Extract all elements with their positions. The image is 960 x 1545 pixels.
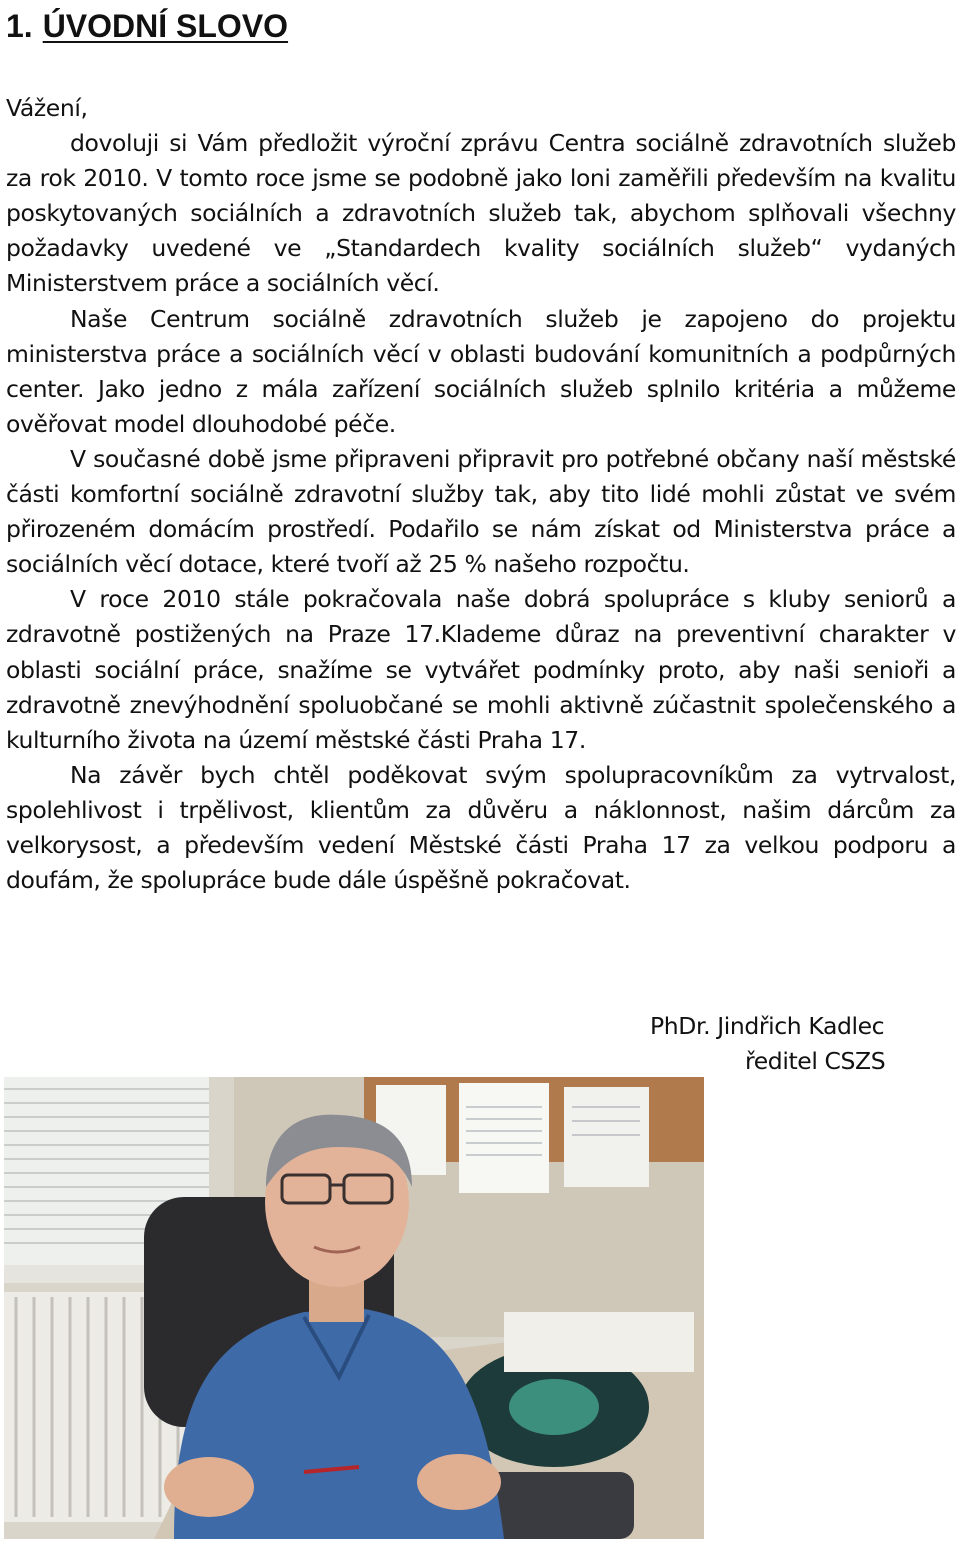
paragraph-5: Na závěr bych chtěl poděkovat svým spolupracovníkům za vytrvalost, spolehlivost i trpělivost, klientům za důvěru a náklonnost, našim dárcům za velkorysost, a především vedení Městské části Praha 17 za velkou podporu a doufám, že spolupráce bude dále úspěšně pokračovat.	[6, 760, 956, 895]
letter-body	[6, 91, 956, 898]
paragraph-4: V roce 2010 stále pokračovala naše dobrá spolupráce s kluby seniorů a zdravotně postižených na Praze 17.Klademe důraz na preventivní charakter v oblasti sociální práce, snažíme se vytvářet podmínky proto, aby naši senioři a zdravotně znevýhodnění spoluobčané se mohli aktivně zúčastnit společenského a kulturního života na území městské části Praha 17.	[6, 585, 956, 754]
section-number: 1.	[6, 8, 33, 44]
signature-name: PhDr. Jindřich Kadlec	[650, 1012, 885, 1040]
paragraph-1: dovoluji si Vám předložit výroční zprávu Centra sociálně zdravotních služeb za rok 2010. V tomto roce jsme se podobně jako loni zaměřili především na kvalitu poskytovaných sociálních a zdravotních služeb tak, abychom splňovali všechny požadavky uvedené ve „Standardech kvality sociálních služeb“ vydaných Ministerstvem práce a sociálních věcí.	[6, 129, 956, 298]
portrait-photo	[4, 1077, 704, 1539]
signature-role: ředitel CSZS	[745, 1047, 886, 1075]
paragraph-2: Naše Centrum sociálně zdravotních služeb je zapojeno do projektu ministerstva práce a sociálních věcí v oblasti budování komunitních a podpůrných center. Jako jedno z mála zařízení sociálních služeb splnilo kritéria a můžeme ověřovat model dlouhodobé péče.	[6, 304, 956, 438]
section-heading	[6, 4, 288, 48]
salutation: Vážení,	[6, 94, 88, 122]
paragraph-3: V současné době jsme připraveni připravit pro potřebné občany naší městské části komfortní sociálně zdravotní služby tak, aby tito lidé mohli zůstat ve svém přirozeném domácím prostředí. Podařilo se nám získat od Ministerstva práce a sociálních věcí dotace, které tvoří až 25 % našeho rozpočtu.	[6, 444, 956, 579]
section-title: ÚVODNÍ SLOVO	[42, 8, 289, 44]
